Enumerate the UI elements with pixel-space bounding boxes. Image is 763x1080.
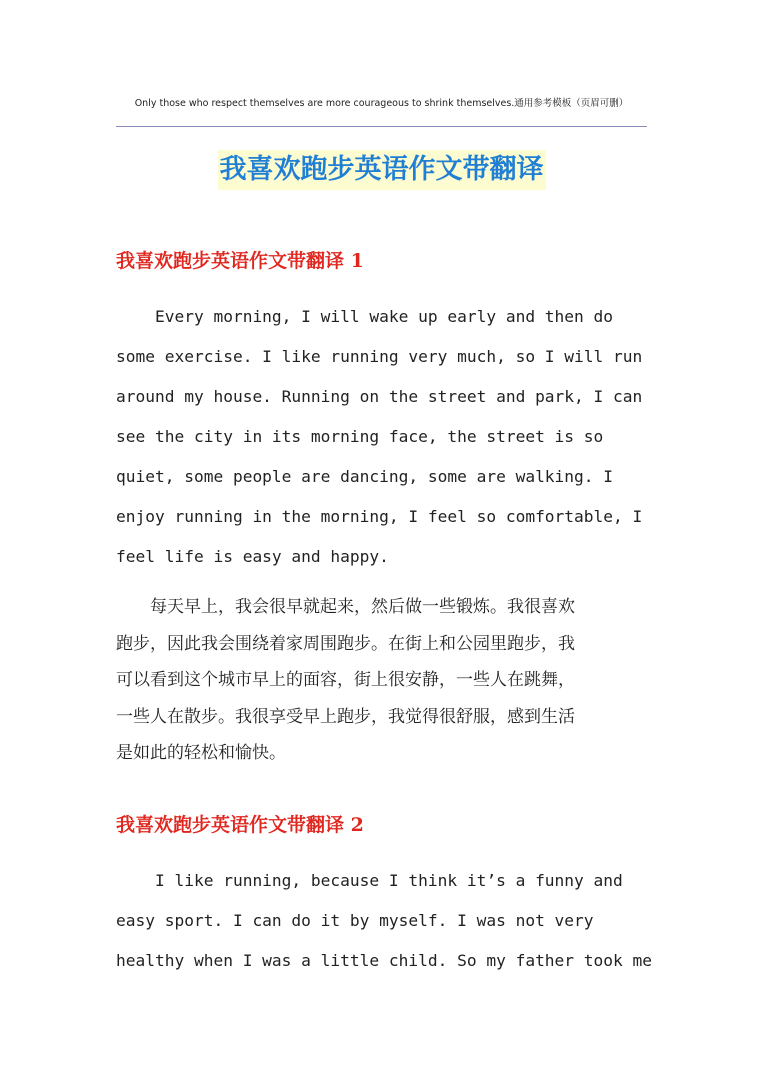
text-line: enjoy running in the morning, I feel so comfortable, I [116, 507, 643, 526]
text-line: 跑步，因此我会围绕着家周围跑步。在街上和公园里跑步，我 [116, 633, 575, 654]
text-line: 每天早上，我会很早就起来，然后做一些锻炼。我很喜欢 [116, 597, 575, 617]
text-line: 是如此的轻松和愉快。 [116, 743, 286, 763]
text-line: around my house. Running on the street and park, I can [116, 387, 643, 406]
text-line: 可以看到这个城市早上的面容，街上很安静，一些人在跳舞， [116, 670, 575, 690]
chinese-paragraph-1 [116, 589, 656, 772]
document-title: 我喜欢跑步英语作文带翻译 [218, 150, 546, 190]
document-title-wrapper [0, 150, 763, 190]
section-heading-2: 我喜欢跑步英语作文带翻译 2 [116, 814, 364, 836]
section-heading-1: 我喜欢跑步英语作文带翻译 1 [116, 250, 364, 272]
page-header: Only those who respect themselves are more courageous to shrink themselves.通用参考模板（页眉可删） [134, 98, 629, 109]
text-line: I like running, because I think it’s a funny and [116, 871, 623, 890]
text-line: Every morning, I will wake up early and then do [116, 307, 614, 326]
text-line: some exercise. I like running very much, so I will run [116, 347, 643, 366]
text-line: feel life is easy and happy. [116, 547, 389, 566]
text-line: see the city in its morning face, the street is so [116, 427, 604, 446]
text-line: healthy when I was a little child. So my father took me [116, 951, 653, 970]
english-paragraph-1 [116, 297, 656, 577]
text-line: easy sport. I can do it by myself. I was not very [116, 911, 594, 930]
text-line: 一些人在散步。我很享受早上跑步，我觉得很舒服，感到生活 [116, 706, 575, 727]
text-line: quiet, some people are dancing, some are walking. I [116, 467, 614, 486]
header-divider [116, 126, 647, 127]
english-paragraph-2 [116, 861, 656, 981]
